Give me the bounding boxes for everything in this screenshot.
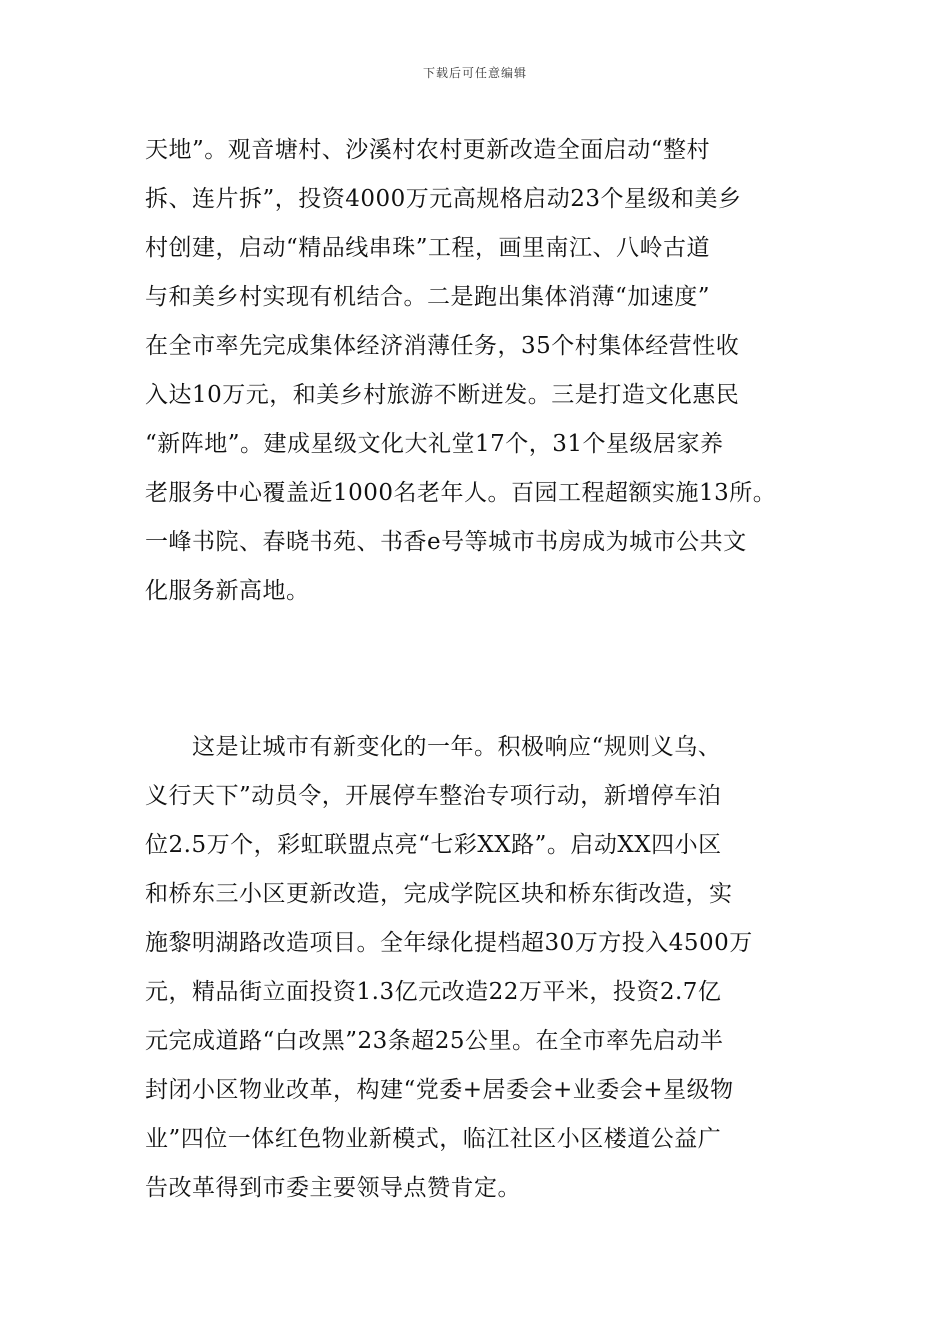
text-line: 化服务新高地。 [145,578,310,604]
paragraph-1 [145,126,825,616]
text-line: 元，精品街立面投资1.3亿元改造22万平米，投资2.7亿 [145,979,722,1005]
text-line: 一峰书院、春晓书苑、书香e号等城市书房成为城市公共文 [145,529,747,555]
text-line: 义行天下”动员令，开展停车整治专项行动，新增停车泊 [145,783,722,809]
text-line: 和桥东三小区更新改造，完成学院区块和桥东街改造，实 [145,881,733,907]
text-line: 封闭小区物业改革，构建“党委+居委会+业委会+星级物 [145,1077,734,1103]
text-line: 天地”。观音塘村、沙溪村农村更新改造全面启动“整村 [145,137,711,163]
text-line: 与和美乡村实现有机结合。二是跑出集体消薄“加速度” [145,284,711,310]
text-line: 老服务中心覆盖近1000名老年人。百园工程超额实施13所。 [145,480,777,506]
text-line: 在全市率先完成集体经济消薄任务，35个村集体经营性收 [145,333,740,359]
header-note: 下载后可任意编辑 [422,66,527,80]
text-line: 村创建，启动“精品线串珠”工程，画里南江、八岭古道 [145,235,711,261]
text-line: 告改革得到市委主要领导点赞肯定。 [145,1175,521,1201]
text-line: 业”四位一体红色物业新模式，临江社区小区楼道公益广 [145,1126,722,1152]
text-line: 入达10万元，和美乡村旅游不断迸发。三是打造文化惠民 [145,382,740,408]
text-line: “新阵地”。建成星级文化大礼堂17个，31个星级居家养 [145,431,724,457]
text-line: 元完成道路“白改黑”23条超25公里。在全市率先启动半 [145,1028,724,1054]
text-line: 拆、连片拆”，投资4000万元高规格启动23个星级和美乡 [145,186,742,212]
text-line: 施黎明湖路改造项目。全年绿化提档超30万方投入4500万 [145,930,753,956]
paragraph-2 [145,723,825,1213]
text-line: 位2.5万个，彩虹联盟点亮“七彩XX路”。启动XX四小区 [145,832,722,858]
text-line: 这是让城市有新变化的一年。积极响应“规则义乌、 [145,734,722,760]
